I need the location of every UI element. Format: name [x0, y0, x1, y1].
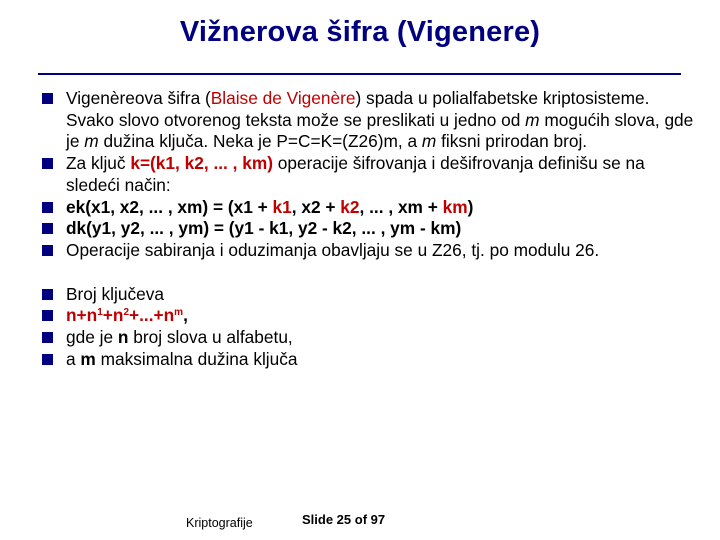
bullet-item-key-formula: $n+n^1+n^2+...+n^m$,: [38, 305, 698, 327]
footer-slide-number: Slide 25 of 97: [302, 512, 386, 527]
bullet-list: [38, 88, 698, 370]
spacer: [38, 262, 698, 284]
square-bullet-icon: [42, 93, 53, 104]
bullet-item-key-count: Broj ključeva: [38, 284, 698, 306]
square-bullet-icon: [42, 354, 53, 365]
slide-title: Vižnerova šifra (Vigenere): [179, 16, 541, 48]
bullet-item-n-meaning: gde je n broj slova u alfabetu,: [38, 327, 698, 349]
square-bullet-icon: [42, 245, 53, 256]
key-definition: k=(k1, k2, ... , km): [130, 153, 273, 174]
square-bullet-icon: [42, 310, 53, 321]
bullet-item-key: Za ključ k=(k1, k2, ... , km) operacije šifrovanja i dešifrovanja definišu se na sledeći način:: [38, 153, 698, 196]
footer-course: Kriptografije: [186, 516, 253, 530]
title-divider: [38, 73, 681, 75]
square-bullet-icon: [42, 332, 53, 343]
square-bullet-icon: [42, 289, 53, 300]
bullet-item-description: Vigenèreova šifra (Blaise de Vigenère) spada u polialfabetske kriptosisteme. Svako slovo otvorenog teksta može se preslikati u jedno od m mogućih slova, gde je m dužina ključa. Neka je P=C=K=(Z26)m, a m fiksni prirodan broj.: [38, 88, 698, 153]
bullet-item-encryption: ek(x1, x2, ... , xm) = (x1 + k1, x2 + k2, ... , xm + km): [38, 197, 698, 219]
square-bullet-icon: [42, 223, 53, 234]
square-bullet-icon: [42, 202, 53, 213]
square-bullet-icon: [42, 158, 53, 169]
author-name: Blaise de Vigenère: [210, 88, 356, 108]
bullet-item-modulo: Operacije sabiranja i oduzimanja obavljaju se u Z26, tj. po modulu 26.: [38, 240, 698, 262]
bullet-item-m-meaning: a m maksimalna dužina ključa: [38, 349, 698, 371]
bullet-item-decryption: dk(y1, y2, ... , ym) = (y1 - k1, y2 - k2, ... , ym - km): [38, 218, 698, 240]
